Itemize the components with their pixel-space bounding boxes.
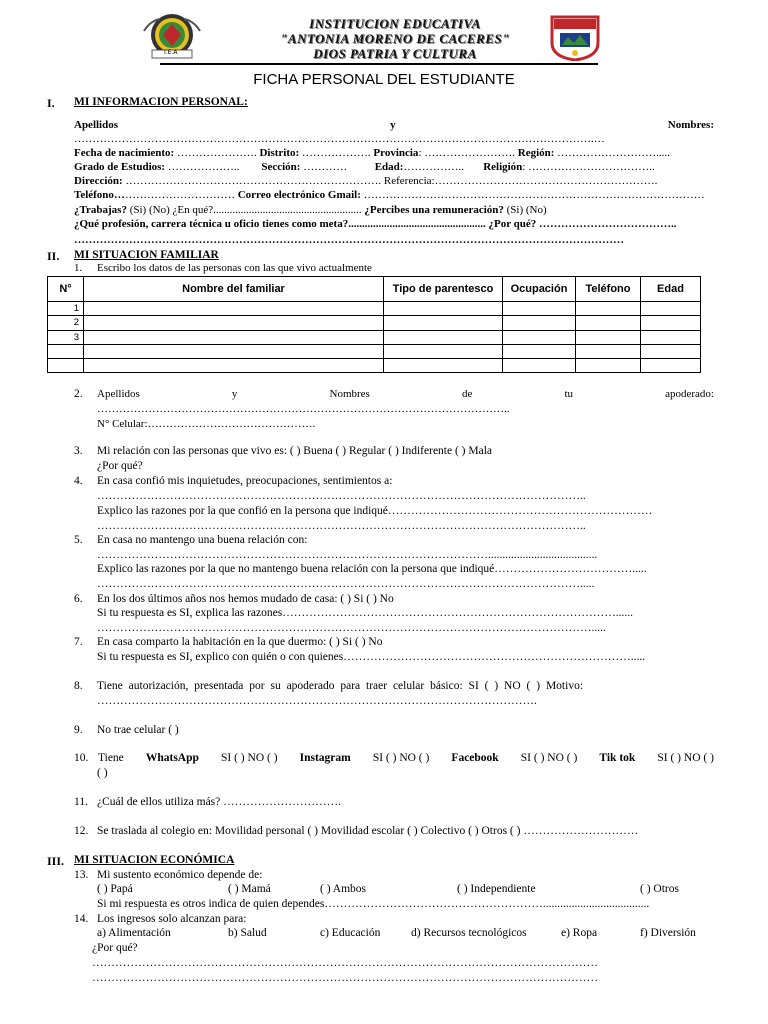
religion-label: Religión xyxy=(483,161,523,173)
q5-reason[interactable]: Explico las razones por la que no mantengo buena relación con la persona que indiqué………………………………..... xyxy=(97,563,647,575)
correo-field[interactable]: ………………………………………………………………………………… xyxy=(363,189,705,201)
q8-field[interactable]: ……………………………………………………………………………………………………. xyxy=(97,695,537,707)
col-header-phone: Teléfono xyxy=(576,277,641,302)
cell[interactable] xyxy=(576,344,641,358)
cell[interactable] xyxy=(84,330,384,344)
cell[interactable] xyxy=(641,344,701,358)
cell[interactable] xyxy=(384,344,503,358)
q8-number: 8. xyxy=(74,680,83,692)
school-logo-right xyxy=(548,15,602,61)
provincia-label: Provincia xyxy=(373,147,419,159)
q2-word: Nombres xyxy=(329,388,370,400)
cell[interactable] xyxy=(576,330,641,344)
region-field[interactable]: ………………………..... xyxy=(557,147,670,159)
direccion-label: Dirección: xyxy=(74,175,123,187)
q10-instagram: Instagram xyxy=(299,752,351,764)
q13-other[interactable]: Si mi respuesta es otros indica de quien dependes…………………………………………………..................................... xyxy=(97,898,650,910)
q10-facebook: Facebook xyxy=(451,752,499,764)
q5-number: 5. xyxy=(74,534,83,546)
col-header-occupation: Ocupación xyxy=(503,277,576,302)
table-row xyxy=(48,316,701,330)
q10-facebook-options[interactable]: SI ( ) NO ( ) xyxy=(520,752,578,764)
q5-field[interactable]: …………………………………………………………………………………………...................................... xyxy=(97,549,598,561)
seccion-label: Sección: xyxy=(261,161,301,173)
birth-row xyxy=(74,147,714,160)
work-row xyxy=(74,204,714,217)
table-row xyxy=(48,344,701,358)
fecha-label: Fecha de nacimiento: xyxy=(74,147,175,159)
q10-tiktok-options[interactable]: SI ( ) NO ( ) xyxy=(657,752,714,764)
q11-number: 11. xyxy=(74,796,88,808)
provincia-field[interactable]: : ……………………. xyxy=(418,147,515,159)
q14-field[interactable]: …………………………………………………………………………………………………………………… xyxy=(92,957,598,969)
table-row xyxy=(48,359,701,373)
q3-number: 3. xyxy=(74,445,83,457)
table-row xyxy=(48,302,701,316)
q4-reason[interactable]: Explico las razones por la que confió en la persona que indiqué…………………………………………………………… xyxy=(97,505,653,517)
trabajas-options[interactable]: (Si) (No) ¿En qué?...................................................... xyxy=(129,204,362,216)
remuneracion-options[interactable]: (Si) (No) xyxy=(506,204,547,216)
cell[interactable] xyxy=(503,330,576,344)
trabajas-label: ¿Trabajas? xyxy=(74,204,127,216)
q13-number: 13. xyxy=(74,869,89,881)
q10-number: 10. xyxy=(74,752,89,764)
direccion-field[interactable]: ……………………………………………………………. xyxy=(125,175,382,187)
q4-field[interactable]: ……………………………………………………………………………………………………………….. xyxy=(97,490,586,502)
q13-option-otros[interactable]: ( ) Otros xyxy=(640,883,679,895)
q12-number: 12. xyxy=(74,825,89,837)
q10-tiene: Tiene xyxy=(98,752,124,764)
institution-motto: DIOS PATRIA Y CULTURA xyxy=(313,46,477,61)
page-title: FICHA PERSONAL DEL ESTUDIANTE xyxy=(253,71,515,88)
grade-row xyxy=(74,161,714,174)
cell[interactable] xyxy=(384,330,503,344)
col-header-relation: Tipo de parentesco xyxy=(384,277,503,302)
telefono-field[interactable]: ………………………… xyxy=(124,189,235,201)
q8-text[interactable]: Tiene autorización, presentada por su apoderado para traer celular básico: SI ( ) NO ( ) Motivo: xyxy=(97,680,584,692)
logo-left-caption: I.E.A xyxy=(164,49,178,56)
nombres-label: Nombres: xyxy=(667,119,714,131)
q2-field[interactable]: ………………………………………………………………………………………………….. xyxy=(97,403,510,415)
q11-text[interactable]: ¿Cuál de ellos utiliza más? …………………………. xyxy=(97,796,342,808)
cell[interactable] xyxy=(641,330,701,344)
q13-option-papa[interactable]: ( ) Papá xyxy=(97,883,133,895)
col-header-name: Nombre del familiar xyxy=(84,277,384,302)
cell[interactable] xyxy=(384,316,503,330)
cell[interactable] xyxy=(384,359,503,373)
cell[interactable] xyxy=(641,316,701,330)
q13-option-mama[interactable]: ( ) Mamá xyxy=(228,883,271,895)
porque-label: ¿Por qué? xyxy=(488,218,537,230)
section3-title: MI SITUACION ECONÓMICA xyxy=(74,854,235,866)
q4-text: En casa confió mis inquietudes, preocupaciones, sentimientos a: xyxy=(97,475,393,487)
cell[interactable] xyxy=(503,316,576,330)
contact-row xyxy=(74,189,714,202)
apellidos-row xyxy=(74,119,714,132)
q6-reason[interactable]: Si tu respuesta es SI, explica las razones……………………………………………………………………………...... xyxy=(97,607,633,619)
q6-number: 6. xyxy=(74,593,83,605)
row-number xyxy=(48,344,84,358)
section1-title: MI INFORMACION PERSONAL: xyxy=(74,96,248,108)
q3-text[interactable]: Mi relación con las personas que vivo es: ( ) Buena ( ) Regular ( ) Indiferente ( ) Mala xyxy=(97,445,493,457)
remuneracion-label: ¿Percibes una remuneración? xyxy=(364,204,504,216)
seccion-field[interactable]: ………… xyxy=(303,161,348,173)
q1-number: 1. xyxy=(74,262,83,274)
q10-continuation[interactable]: ( ) xyxy=(97,767,108,779)
section2-number: II. xyxy=(47,249,60,263)
edad-field[interactable]: …………….. xyxy=(403,161,464,173)
q1-text: Escribo los datos de las personas con las que vivo actualmente xyxy=(97,262,372,274)
cell[interactable] xyxy=(84,344,384,358)
family-table xyxy=(47,276,701,373)
row-number xyxy=(48,359,84,373)
q2-label xyxy=(97,387,714,402)
q4-number: 4. xyxy=(74,475,83,487)
cell[interactable] xyxy=(84,302,384,316)
edad-label: Edad: xyxy=(374,161,404,173)
q6-text[interactable]: En los dos últimos años nos hemos mudado de casa: ( ) Si ( ) No xyxy=(97,593,394,605)
q14-field2[interactable]: …………………………………………………………………………………………………………………… xyxy=(92,972,598,984)
q14-option-d[interactable]: d) Recursos tecnológicos xyxy=(411,927,527,939)
header-divider xyxy=(160,63,598,65)
cell[interactable] xyxy=(641,302,701,316)
q10-tiktok: Tik tok xyxy=(599,752,636,764)
q2-word: de xyxy=(461,388,473,400)
telefono-label: Teléfono… xyxy=(74,189,125,201)
school-logo-left xyxy=(138,13,206,59)
career-extra-line[interactable]: …………………………………………………………………………………………………………………………………… xyxy=(74,234,624,246)
grado-field[interactable]: ……………….. xyxy=(167,161,240,173)
institution-name-line2: "ANTONIA MORENO DE CACERES" xyxy=(280,31,510,46)
q14-option-a[interactable]: a) Alimentación xyxy=(97,927,171,939)
q5-field2[interactable]: ………………………………………………………………………………………………………………..... xyxy=(97,578,595,590)
apellidos-y: y xyxy=(390,119,396,131)
q14-option-f[interactable]: f) Diversión xyxy=(640,927,696,939)
fecha-field[interactable]: …………………. xyxy=(176,147,257,159)
cell[interactable] xyxy=(503,344,576,358)
q13-text: Mi sustento económico depende de: xyxy=(97,869,263,881)
section1-number: I. xyxy=(47,96,55,110)
q2-word: apoderado: xyxy=(665,388,714,400)
cell[interactable] xyxy=(503,302,576,316)
grado-label: Grado de Estudios: xyxy=(74,161,166,173)
table-row xyxy=(48,330,701,344)
q4-field2[interactable]: ……………………………………………………………………………………………………………….. xyxy=(97,520,586,532)
row-number: 2 xyxy=(48,316,84,330)
q14-option-b[interactable]: b) Salud xyxy=(228,927,267,939)
q14-option-c[interactable]: c) Educación xyxy=(320,927,381,939)
correo-label: Correo electrónico Gmail: xyxy=(237,189,361,201)
section3-number: III. xyxy=(47,854,65,868)
q13-option-independiente[interactable]: ( ) Independiente xyxy=(457,883,536,895)
q2-word: tu xyxy=(564,388,573,400)
q5-text: En casa no mantengo una buena relación con: xyxy=(97,534,308,546)
row-number: 1 xyxy=(48,302,84,316)
cell[interactable] xyxy=(84,316,384,330)
referencia-field[interactable]: ……………………………………………………. xyxy=(434,175,658,187)
referencia-label: Referencia: xyxy=(383,175,435,187)
q14-number: 14. xyxy=(74,913,89,925)
q7-number: 7. xyxy=(74,636,83,648)
region-label: Región: xyxy=(517,147,555,159)
q14-why: ¿Por qué? xyxy=(92,942,138,954)
row-number: 3 xyxy=(48,330,84,344)
cell[interactable] xyxy=(503,359,576,373)
distrito-field[interactable]: ………………. xyxy=(301,147,371,159)
q7-text[interactable]: En casa comparto la habitación en la que duermo: ( ) Si ( ) No xyxy=(97,636,383,648)
q2-cellphone[interactable]: N° Celular:………………………………………. xyxy=(97,418,316,430)
col-header-num: N° xyxy=(48,277,84,302)
apellidos-field[interactable]: …………………………………………………………………………………………………………………………….… xyxy=(74,133,605,145)
cell[interactable] xyxy=(576,316,641,330)
q10-row xyxy=(98,751,714,766)
q9-number: 9. xyxy=(74,724,83,736)
institution-name-line1: INSTITUCION EDUCATIVA xyxy=(309,16,481,31)
q2-word: y xyxy=(231,388,238,400)
q9-text[interactable]: No trae celular ( ) xyxy=(97,724,179,736)
q2-word: Apellidos xyxy=(97,388,140,400)
section2-title: MI SITUACION FAMILIAR xyxy=(74,249,219,261)
q10-whatsapp-options[interactable]: SI ( ) NO ( ) xyxy=(221,752,278,764)
q6-field[interactable]: …………………………………………………………………………………………………………………..... xyxy=(97,622,606,634)
q14-option-e[interactable]: e) Ropa xyxy=(561,927,598,939)
q2-number: 2. xyxy=(74,388,83,400)
q3-why: ¿Por qué? xyxy=(97,460,143,472)
career-row xyxy=(74,218,714,231)
q13-option-ambos[interactable]: ( ) Ambos xyxy=(320,883,366,895)
porque-field[interactable]: ……………………………….. xyxy=(539,218,677,230)
q10-instagram-options[interactable]: SI ( ) NO ( ) xyxy=(372,752,430,764)
cell[interactable] xyxy=(384,302,503,316)
q10-whatsapp: WhatsApp xyxy=(145,752,199,764)
cell[interactable] xyxy=(576,302,641,316)
profesion-label[interactable]: ¿Qué profesión, carrera técnica u oficio tienes como meta?.................................................. xyxy=(74,218,486,230)
address-row xyxy=(74,175,714,188)
q12-text[interactable]: Se traslada al colegio en: Movilidad personal ( ) Movilidad escolar ( ) Colectivo ( ) Otros ( ) ………………………… xyxy=(97,825,639,837)
cell[interactable] xyxy=(641,359,701,373)
col-header-age: Edad xyxy=(641,277,701,302)
q7-reason[interactable]: Si tu respuesta es SI, explico con quién o con quienes…………………………………………………………………..... xyxy=(97,651,646,663)
distrito-label: Distrito: xyxy=(259,147,300,159)
cell[interactable] xyxy=(576,359,641,373)
cell[interactable] xyxy=(84,359,384,373)
religion-field[interactable]: : …………………………….. xyxy=(522,161,655,173)
apellidos-label: Apellidos xyxy=(74,119,119,131)
q14-text: Los ingresos solo alcanzan para: xyxy=(97,913,247,925)
